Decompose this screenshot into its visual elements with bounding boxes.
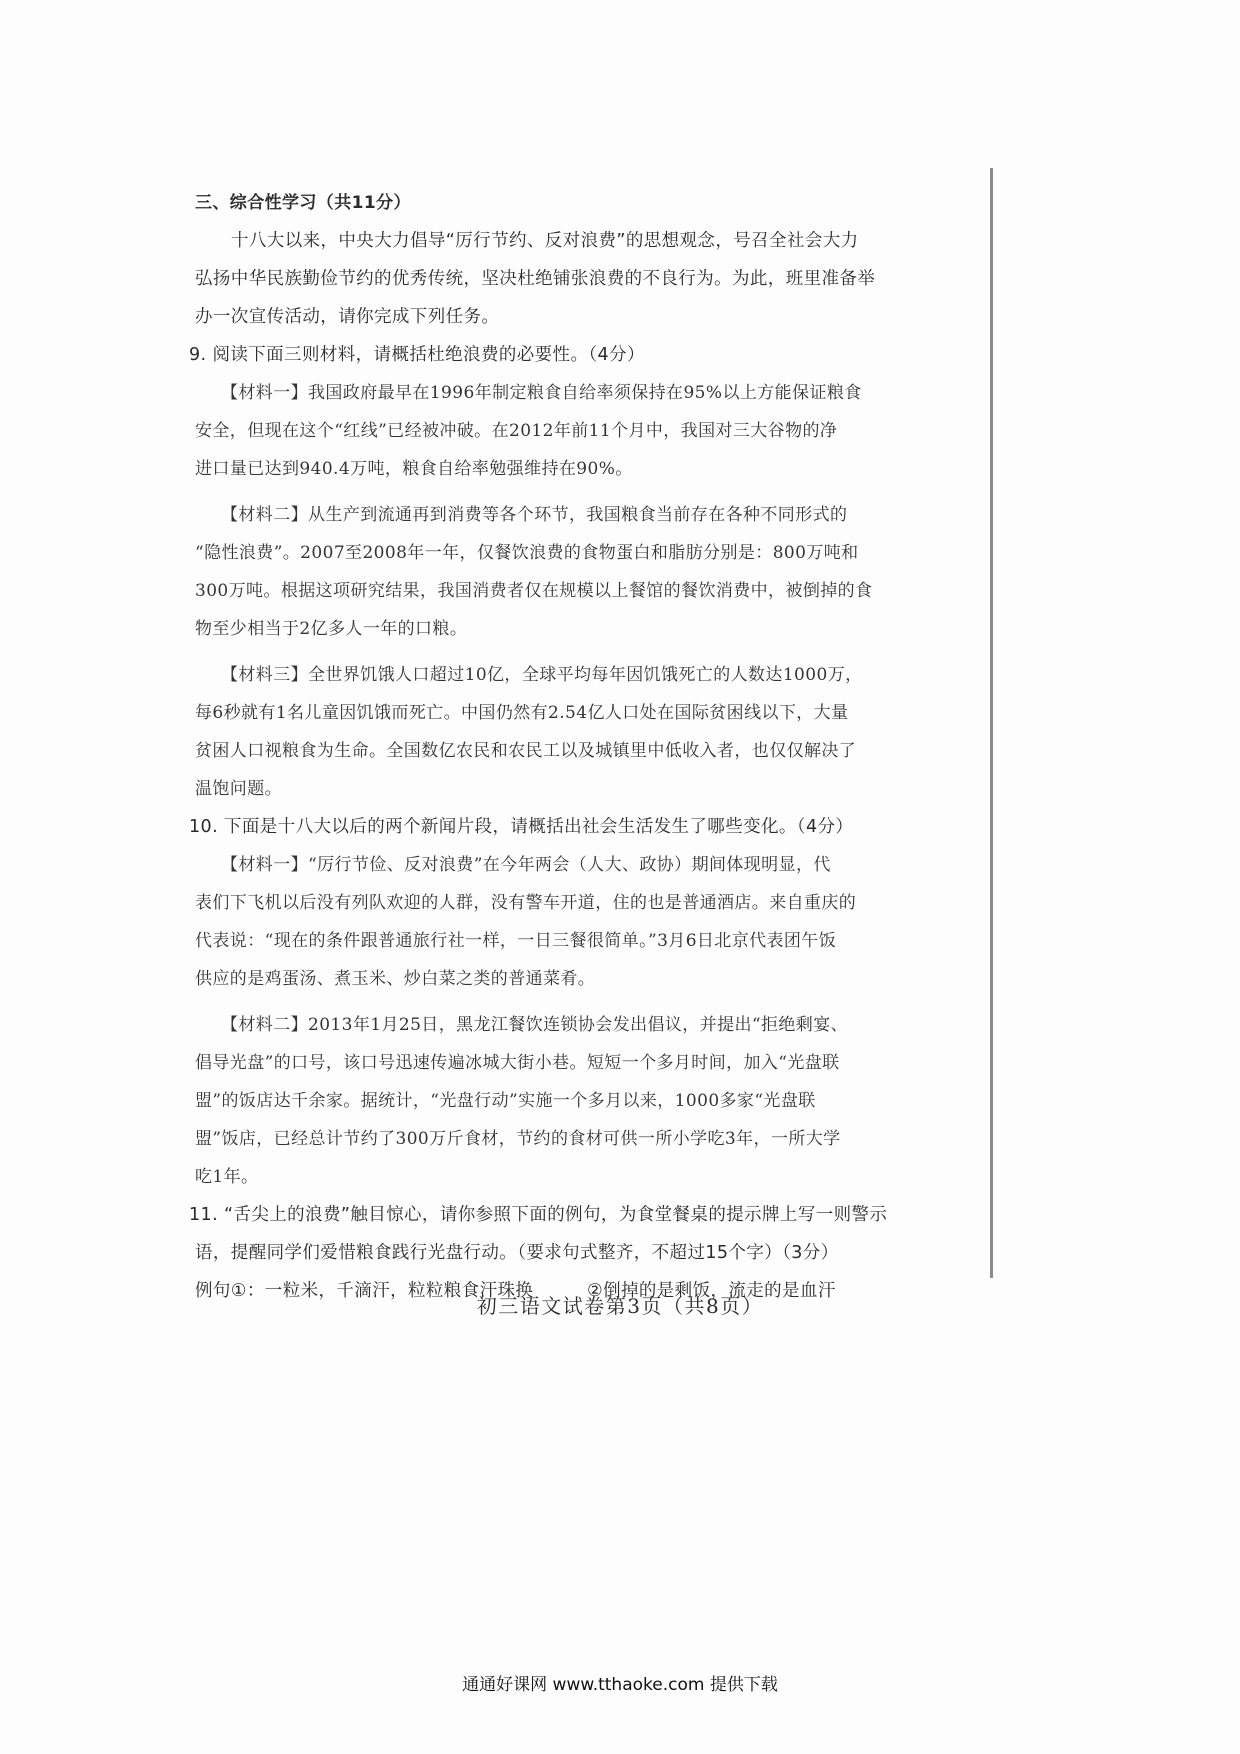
intro-line: 弘扬中华民族勤俭节约的优秀传统，坚决杜绝铺张浪费的不良行为。为此，班里准备举 xyxy=(195,269,876,289)
question-10-prompt: 10. 下面是十八大以后的两个新闻片段，请概括出社会生活发生了哪些变化。（4分） xyxy=(189,817,854,837)
q9-material-2-line: 物至少相当于2亿多人一年的口粮。 xyxy=(195,619,468,639)
q10-material-1-line: 代表说：“现在的条件跟普通旅行社一样，一日三餐很简单。”3月6日北京代表团午饭 xyxy=(195,931,837,951)
q9-material-2-line: “隐性浪费”。2007至2008年一年，仅餐饮浪费的食物蛋白和脂肪分别是：800万吨和 xyxy=(195,543,859,563)
q10-material-2-line: 盟”的饭店达千余家。据统计，“光盘行动”实施一个多月以来，1000多家“光盘联 xyxy=(195,1091,816,1111)
q9-material-1-line: 进口量已达到940.4万吨，粮食自给率勉强维持在90%。 xyxy=(195,459,633,479)
section-title: 三、综合性学习（共11分） xyxy=(195,193,411,213)
q9-material-3-line: 贫困人口视粮食为生命。全国数亿农民和农民工以及城镇里中低收入者，也仅仅解决了 xyxy=(195,741,857,761)
q10-material-1-line: 【材料一】“厉行节俭、反对浪费”在今年两会（人大、政协）期间体现明显，代 xyxy=(221,855,831,875)
exam-content xyxy=(189,192,955,1318)
q10-material-1-line: 供应的是鸡蛋汤、煮玉米、炒白菜之类的普通菜肴。 xyxy=(195,969,596,989)
q10-material-2-line: 盟”饭店，已经总计节约了300万斤食材，节约的食材可供一所小学吃3年，一所大学 xyxy=(195,1129,841,1149)
page-footer: 初三语文试卷第3页（共8页） xyxy=(476,1294,764,1318)
download-note: 通通好课网 www.tthaoke.com 提供下载 xyxy=(462,1675,778,1695)
q9-material-3-line: 每6秒就有1名儿童因饥饿而死亡。中国仍然有2.54亿人口处在国际贫困线以下，大量 xyxy=(195,703,849,723)
q10-material-2-line: 【材料二】2013年1月25日，黑龙江餐饮连锁协会发出倡议，并提出“拒绝剩宴、 xyxy=(221,1015,849,1035)
q9-material-2-line: 【材料二】从生产到流通再到消费等各个环节，我国粮食当前存在各种不同形式的 xyxy=(221,505,848,525)
question-11-prompt-cont: 语，提醒同学们爱惜粮食践行光盘行动。（要求句式整齐，不超过15个字）（3分） xyxy=(195,1243,839,1263)
q9-material-3-line: 温饱问题。 xyxy=(195,779,282,799)
q9-material-1-line: 安全，但现在这个“红线”已经被冲破。在2012年前11个月中，我国对三大谷物的净 xyxy=(195,421,838,441)
question-11-example: 例句①：一粒米，千滴汗，粒粒粮食汗珠换 ②倒掉的是剩饭，流走的是血汗 xyxy=(195,1281,836,1301)
intro-line: 办一次宣传活动，请你完成下列任务。 xyxy=(195,307,500,327)
q9-material-1-line: 【材料一】我国政府最早在1996年制定粮食自给率须保持在95%以上方能保证粮食 xyxy=(221,383,862,403)
q10-material-1-line: 表们下飞机以后没有列队欢迎的人群，没有警车开道，住的也是普通酒店。来自重庆的 xyxy=(195,893,857,913)
q9-material-3-line: 【材料三】全世界饥饿人口超过10亿，全球平均每年因饥饿死亡的人数达1000万， xyxy=(221,665,863,685)
q9-material-2-line: 300万吨。根据这项研究结果，我国消费者仅在规模以上餐馆的餐饮消费中，被倒掉的食 xyxy=(195,581,873,601)
question-9-prompt: 9. 阅读下面三则材料，请概括杜绝浪费的必要性。（4分） xyxy=(189,345,645,365)
q10-material-2-line: 吃1年。 xyxy=(195,1167,259,1187)
q10-material-2-line: 倡导光盘”的口号，该口号迅速传遍冰城大街小巷。短短一个多月时间，加入“光盘联 xyxy=(195,1053,840,1073)
question-11-prompt: 11. “舌尖上的浪费”触目惊心，请你参照下面的例句，为食堂餐桌的提示牌上写一则警示 xyxy=(189,1205,888,1225)
binding-line xyxy=(990,168,993,1278)
intro-line: 十八大以来，中央大力倡导“厉行节约、反对浪费”的思想观念，号召全社会大力 xyxy=(231,231,859,251)
